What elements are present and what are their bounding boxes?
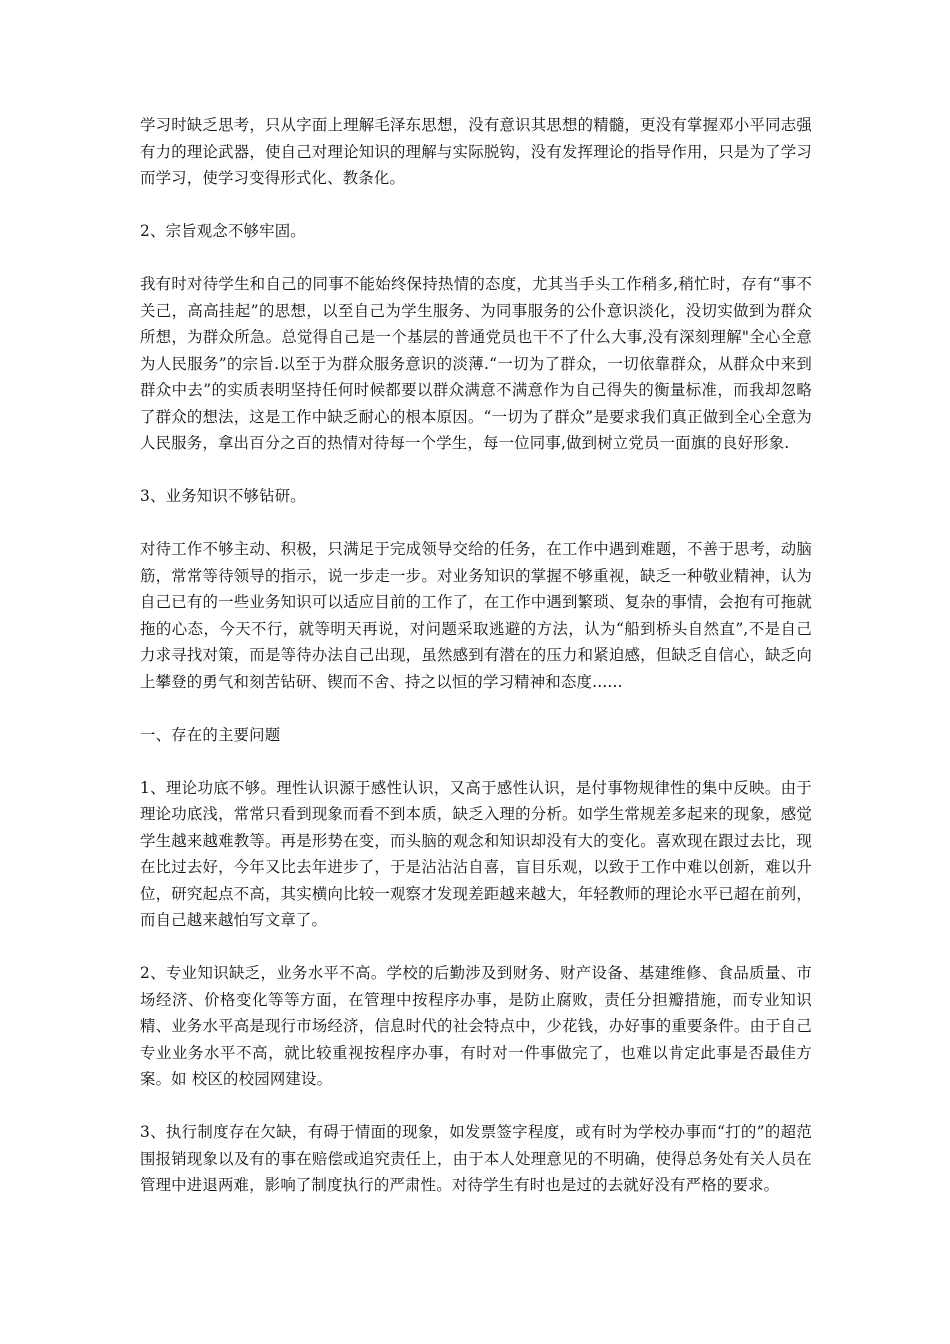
heading-main-problems: 一、存在的主要问题 [140,725,281,744]
heading-purpose-concept: 2、宗旨观念不够牢固。 [140,222,306,240]
paragraph-theory-study: 学习时缺乏思考，只从字面上理解毛泽东思想，没有意识其思想的精髓，更没有掌握邓小平同志强有力的理论武器，使自己对理论知识的理解与实际脱钩，没有发挥理论的指导作用，只是为了学习而学习，使学习变得形式化、教条化。 [140,116,812,187]
paragraph-professional-knowledge: 2、专业知识缺乏，业务水平不高。学校的后勤涉及到财务、财产设备、基建维修、食品质量、市场经济、价格变化等等方面，在管理中按程序办事，是防止腐败，责任分担瓣措施，而专业知识精、业务水平高是现行市场经济，信息时代的社会特点中，少花钱，办好事的重要条件。由于自己专业业务水平不高，就比较重视按程序办事，有时对一件事做完了，也难以肯定此事是否最佳方案。如 校区的校园网建设。 [140,964,812,1088]
paragraph-theory-foundation: 1、理论功底不够。理性认识源于感性认识，又高于感性认识，是付事物规律性的集中反映。由于理论功底浅，常常只看到现象而看不到本质，缺乏入理的分析。如学生常规差多起来的现象，感觉学生越来越难教等。再是形势在变，而头脑的观念和知识却没有大的变化。喜欢现在跟过去比，现在比过去好，今年又比去年进步了，于是沾沾沾自喜，盲目乐观，以致于工作中难以创新，难以升位，研究起点不高，其实横向比较一观察才发现差距越来越大，年轻教师的理论水平已超在前列，而自己越来越怕写文章了。 [140,778,812,929]
document-body [140,112,812,1225]
paragraph-serve-masses: 我有时对待学生和自己的同事不能始终保持热情的态度，尤其当手头工作稍多,稍忙时，存有“事不关己，高高挂起”的思想，以至自己为学生服务、为同事服务的公仆意识淡化，没切实做到为群众所想，为群众所急。总觉得自己是一个基层的普通党员也干不了什么大事,没有深刻理解"全心全意为人民服务”的宗旨.以至于为群众服务意识的淡薄.“一切为了群众，一切依靠群众，从群众中来到群众中去”的实质表明坚持任何时候都要以群众满意不满意作为自己得失的衡量标准，而我却忽略了群众的想法，这是工作中缺乏耐心的根本原因。“一切为了群众”是要求我们真正做到全心全意为人民服务，拿出百分之百的热情对待每一个学生，每一位同事,做到树立党员一面旗的良好形象. [140,275,812,452]
paragraph-system-execution: 3、执行制度存在欠缺，有碍于情面的现象，如发票签字程度，或有时为学校办事而“打的”的超范围报销现象以及有的事在赔偿或追究责任上，由于本人处理意见的不明确，使得总务处有关人员在管理中进退两难，影响了制度执行的严肃性。对待学生有时也是过的去就好没有严格的要求。 [140,1123,812,1194]
heading-business-knowledge: 3、业务知识不够钻研。 [140,487,306,505]
paragraph-work-attitude: 对待工作不够主动、积极，只满足于完成领导交给的任务，在工作中遇到难题，不善于思考，动脑筋，常常等待领导的指示，说一步走一步。对业务知识的掌握不够重视，缺乏一种敬业精神，认为自己已有的一些业务知识可以适应目前的工作了，在工作中遇到繁琐、复杂的事情，会抱有可拖就拖的心态，今天不行，就等明天再说，对问题采取逃避的方法，认为“船到桥头自然直”,不是自己力求寻找对策，而是等待办法自己出现，虽然感到有潜在的压力和紧迫感，但缺乏自信心，缺乏向上攀登的勇气和刻苦钻研、锲而不舍、持之以恒的学习精神和态度...... [140,540,812,691]
